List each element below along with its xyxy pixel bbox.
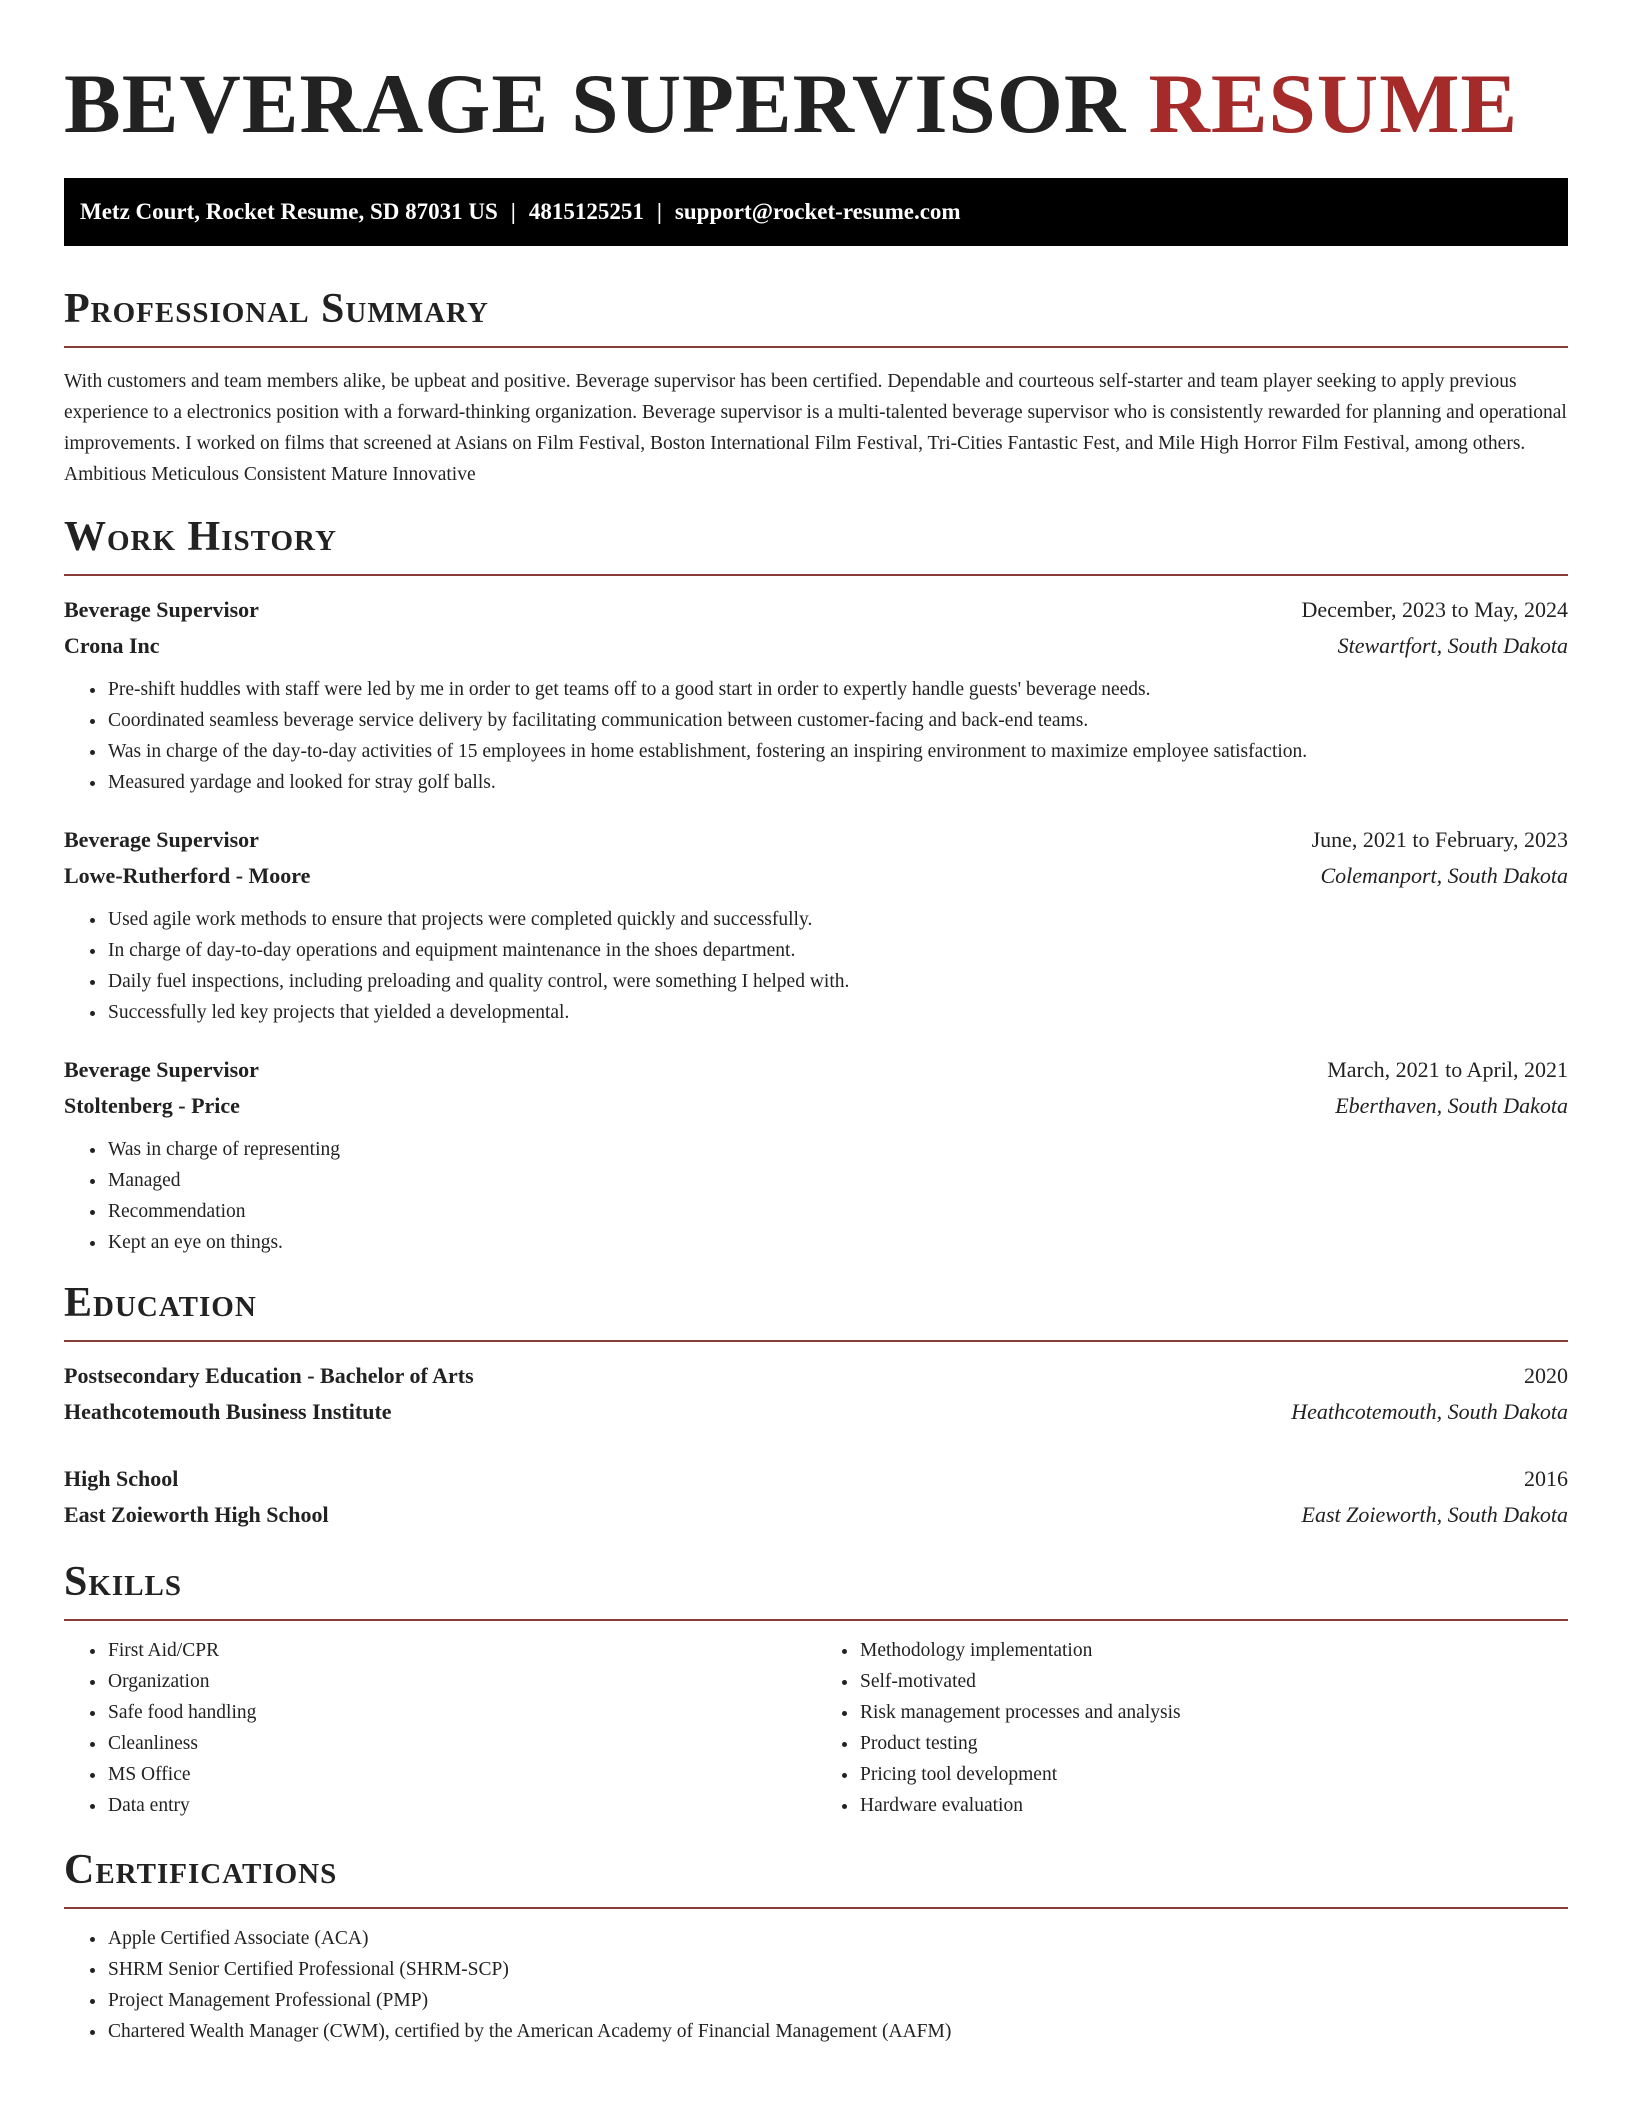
summary-text: With customers and team members alike, be upbeat and positive. Beverage supervisor has been certified. Dependable and courteous self-starter and team player seeking to apply previous experience to a electronics position with a forward-thinking organization. Beverage supervisor is a multi-talented beverage supervisor who is consistently rewarded for planning and operational improvements. I worked on films that screened at Asians on Film Festival, Boston International Film Festival, Tri-Cities Fantastic Fest, and Mile High Horror Film Festival, among others. Ambitious Meticulous Consistent Mature Innovative: [64, 371, 1567, 485]
job-title: Beverage Supervisor: [64, 1057, 259, 1082]
job-company: Crona Inc: [64, 633, 160, 658]
certification-item: • Apple Certified Associate (ACA): [107, 1923, 1568, 1954]
job-title: Beverage Supervisor: [64, 827, 259, 852]
work-history-section: [64, 512, 1568, 1258]
skill-item: • Organization: [107, 1666, 816, 1697]
job-title-row: [64, 592, 1568, 628]
skill-item: • Product testing: [859, 1728, 1568, 1759]
job-company: Stoltenberg - Price: [64, 1093, 240, 1118]
certification-item: • SHRM Senior Certified Professional (SHRM-SCP): [107, 1954, 1568, 1985]
job-bullets: [64, 904, 1568, 1028]
education-section: [64, 1278, 1568, 1533]
section-heading-summary: Professional Summary: [64, 284, 1568, 348]
job-location: Colemanport, South Dakota: [1320, 863, 1568, 888]
job-title: Beverage Supervisor: [64, 597, 259, 622]
job-bullet: • Daily fuel inspections, including preloading and quality control, were something I helped with.: [107, 966, 1568, 997]
education-school: Heathcotemouth Business Institute: [64, 1399, 392, 1424]
skill-item: • First Aid/CPR: [107, 1635, 816, 1666]
skill-item: • Pricing tool development: [859, 1759, 1568, 1790]
contact-separator: |: [510, 199, 516, 224]
certification-item: • Chartered Wealth Manager (CWM), certified by the American Academy of Financial Management (AAFM): [107, 2016, 1568, 2047]
job-bullet: • Was in charge of the day-to-day activities of 15 employees in home establishment, fostering an inspiring environment to maximize employee satisfaction.: [107, 736, 1568, 767]
contact-address: Metz Court, Rocket Resume, SD 87031 US: [80, 199, 498, 224]
skills-list-right: [816, 1635, 1568, 1821]
certifications-list: [64, 1923, 1568, 2047]
education-degree-row: [64, 1461, 1568, 1497]
job-dates: December, 2023 to May, 2024: [1301, 597, 1568, 622]
education-school: East Zoieworth High School: [64, 1502, 329, 1527]
education-school-row: [64, 1497, 1568, 1533]
job-dates: March, 2021 to April, 2021: [1327, 1057, 1568, 1082]
job-bullet: • Coordinated seamless beverage service delivery by facilitating communication between customer-facing and back-end teams.: [107, 705, 1568, 736]
skill-item: • Methodology implementation: [859, 1635, 1568, 1666]
job-bullet: • Was in charge of representing: [107, 1134, 1568, 1165]
job-bullet: • Successfully led key projects that yielded a developmental.: [107, 997, 1568, 1028]
job-dates: June, 2021 to February, 2023: [1311, 827, 1568, 852]
skills-section: [64, 1557, 1568, 1821]
skills-list-left: [64, 1635, 816, 1821]
summary-section: [64, 284, 1568, 490]
skill-item: • Safe food handling: [107, 1697, 816, 1728]
education-entry: [64, 1461, 1568, 1533]
job-bullet: • Recommendation: [107, 1196, 1568, 1227]
contact-bar: [64, 178, 1568, 246]
section-heading-certifications: Certifications: [64, 1845, 1568, 1909]
job-company: Lowe-Rutherford - Moore: [64, 863, 311, 888]
job-bullets: [64, 674, 1568, 798]
job-entry: [64, 822, 1568, 1028]
job-entry: [64, 592, 1568, 798]
certifications-section: [64, 1845, 1568, 2047]
resume-title: [64, 0, 1568, 152]
contact-separator: |: [656, 199, 662, 224]
skill-item: • Cleanliness: [107, 1728, 816, 1759]
job-entry: [64, 1052, 1568, 1258]
job-bullets: [64, 1134, 1568, 1258]
skill-item: • Risk management processes and analysis: [859, 1697, 1568, 1728]
job-bullet: • Managed: [107, 1165, 1568, 1196]
job-title-row: [64, 822, 1568, 858]
job-location: Eberthaven, South Dakota: [1335, 1093, 1568, 1118]
education-year: 2020: [1524, 1363, 1568, 1388]
education-location: Heathcotemouth, South Dakota: [1291, 1399, 1568, 1424]
title-accent: RESUME: [1148, 57, 1519, 151]
job-company-row: [64, 858, 1568, 894]
education-degree-row: [64, 1358, 1568, 1394]
skill-item: • Hardware evaluation: [859, 1790, 1568, 1821]
job-bullet: • Kept an eye on things.: [107, 1227, 1568, 1258]
job-bullet: • In charge of day-to-day operations and equipment maintenance in the shoes department.: [107, 935, 1568, 966]
education-degree: High School: [64, 1466, 179, 1491]
job-bullet: • Pre-shift huddles with staff were led by me in order to get teams off to a good start in order to expertly handle guests' beverage needs.: [107, 674, 1568, 705]
education-location: East Zoieworth, South Dakota: [1301, 1502, 1568, 1527]
skill-item: • Data entry: [107, 1790, 816, 1821]
education-school-row: [64, 1394, 1568, 1430]
title-main: BEVERAGE SUPERVISOR: [64, 57, 1127, 151]
job-bullet: • Measured yardage and looked for stray golf balls.: [107, 767, 1568, 798]
education-year: 2016: [1524, 1466, 1568, 1491]
certification-item: • Project Management Professional (PMP): [107, 1985, 1568, 2016]
skills-grid: [64, 1635, 1568, 1821]
skill-item: • MS Office: [107, 1759, 816, 1790]
education-degree: Postsecondary Education - Bachelor of Arts: [64, 1363, 474, 1388]
contact-phone: 4815125251: [528, 199, 644, 224]
skill-item: • Self-motivated: [859, 1666, 1568, 1697]
job-location: Stewartfort, South Dakota: [1337, 633, 1568, 658]
job-company-row: [64, 628, 1568, 664]
section-heading-work-history: Work History: [64, 512, 1568, 576]
section-heading-education: Education: [64, 1278, 1568, 1342]
section-heading-skills: Skills: [64, 1557, 1568, 1621]
education-entry: [64, 1358, 1568, 1430]
job-company-row: [64, 1088, 1568, 1124]
job-title-row: [64, 1052, 1568, 1088]
contact-email[interactable]: support@rocket-resume.com: [674, 199, 961, 224]
job-bullet: • Used agile work methods to ensure that projects were completed quickly and successfully.: [107, 904, 1568, 935]
